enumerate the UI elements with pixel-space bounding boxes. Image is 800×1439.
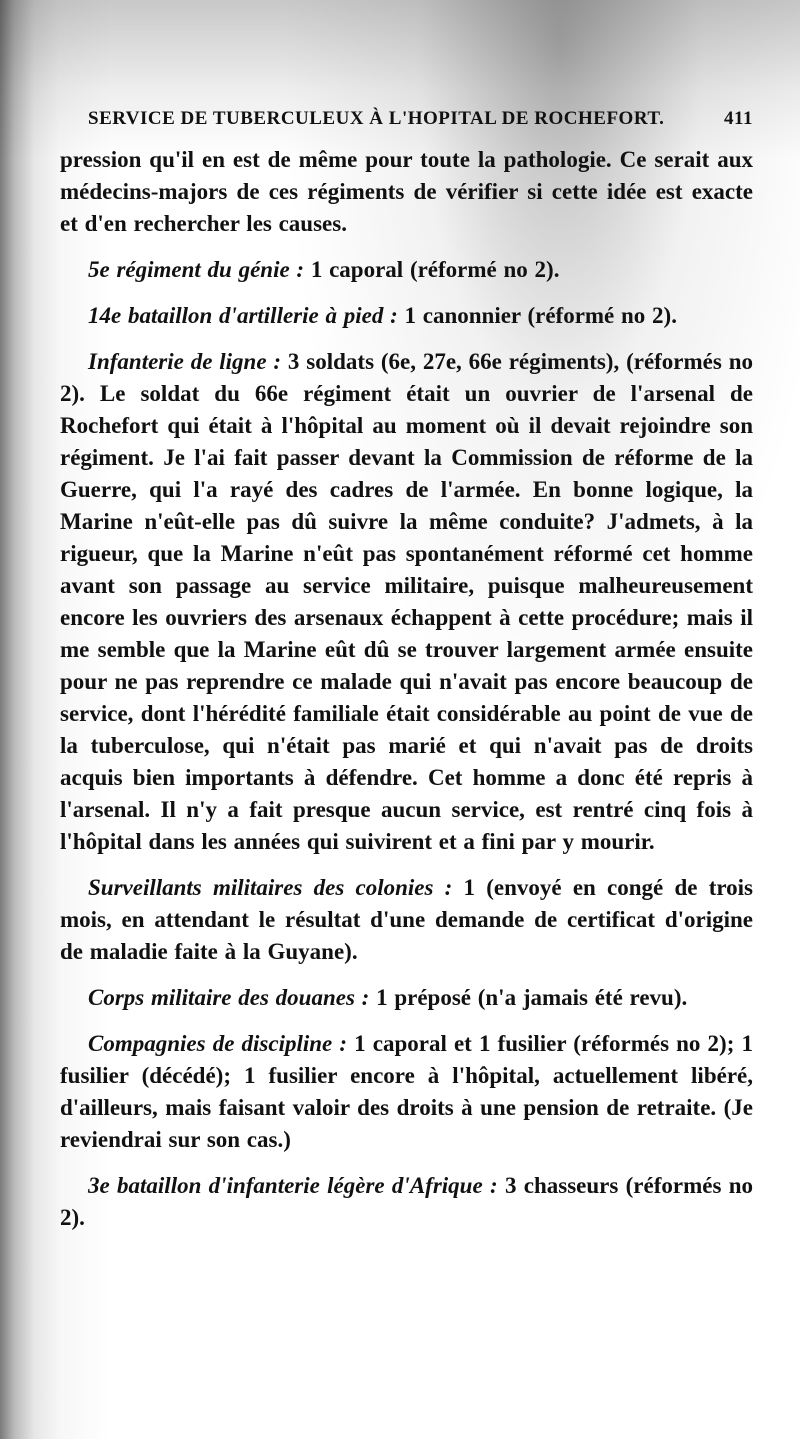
paragraph-surveillants [60, 872, 753, 968]
paragraph-afrique [60, 1170, 753, 1234]
paragraph-lead: 3e bataillon d'infanterie légère d'Afrique : [88, 1173, 498, 1198]
paragraph-infanterie [60, 346, 753, 858]
page-number: 411 [724, 108, 753, 129]
paragraph-text: 1 caporal (réformé no 2). [304, 257, 560, 282]
paragraph-artillerie [60, 300, 753, 332]
paragraph-text: 3 chasseurs (réformés no 2). [60, 1173, 753, 1230]
paragraph-text: 1 (envoyé en congé de trois mois, en attendant le résultat d'une demande de certificat d'origine de maladie faite à la Guyane). [60, 875, 753, 964]
paragraph-lead: Infanterie de ligne : [88, 349, 282, 374]
running-head-title: SERVICE DE TUBERCULEUX À L'HOPITAL DE ROCHEFORT. [88, 108, 665, 129]
paragraph-lead: Corps militaire des douanes : [88, 985, 370, 1010]
page-body [60, 108, 753, 1234]
paragraph-text: 1 caporal et 1 fusilier (réformés no 2); 1 fusilier (décédé); 1 fusilier encore à l'hôpital, actuellement libéré, d'ailleurs, mais faisant valoir des droits à une pension de retraite. (Je reviendrai sur son cas.) [60, 1031, 753, 1152]
paragraph-discipline [60, 1028, 753, 1156]
paragraph-lead: 14e bataillon d'artillerie à pied : [88, 303, 398, 328]
paragraph-text: 3 soldats (6e, 27e, 66e régiments), (réformés no 2). Le soldat du 66e régiment était un ouvrier de l'arsenal de Rochefort qui était à l'hôpital au moment où il devait rejoindre son régiment. Je l'ai fait passer devant la Commission de réforme de la Guerre, qui l'a rayé des cadres de l'armée. En bonne logique, la Marine n'eût-elle pas dû suivre la même conduite? J'admets, à la rigueur, que la Marine n'eût pas spontanément réformé cet homme avant son passage au service militaire, puisque malheureusement encore les ouvriers des arsenaux échappent à cette procédure; mais il me semble que la Marine eût dû se trouver largement armée ensuite pour ne pas reprendre ce malade qui n'avait pas encore beaucoup de service, dont l'hérédité familiale était considérable au point de vue de la tuberculose, qui n'était pas marié et qui n'avait pas de droits acquis bien importants à défendre. Cet homme a donc été repris à l'arsenal. Il n'y a fait presque aucun service, est rentré cinq fois à l'hôpital dans les années qui suivirent et a fini par y mourir. [60, 349, 753, 854]
paragraph-lead: Surveillants militaires des colonies : [88, 875, 453, 900]
paragraph-text: 1 préposé (n'a jamais été revu). [369, 985, 688, 1010]
paragraph-text: 1 canonnier (réformé no 2). [397, 303, 677, 328]
paragraph-genie [60, 254, 753, 286]
paragraph-text: pression qu'il en est de même pour toute la pathologie. Ce serait aux médecins-majors de ces régiments de vérifier si cette idée est exacte et d'en rechercher les causes. [60, 147, 753, 236]
paragraph-continuation [60, 144, 753, 240]
paragraph-douanes [60, 982, 753, 1014]
paragraph-lead: Compagnies de discipline : [88, 1031, 348, 1056]
running-head [88, 108, 753, 144]
paragraph-lead: 5e régiment du génie : [88, 257, 305, 282]
